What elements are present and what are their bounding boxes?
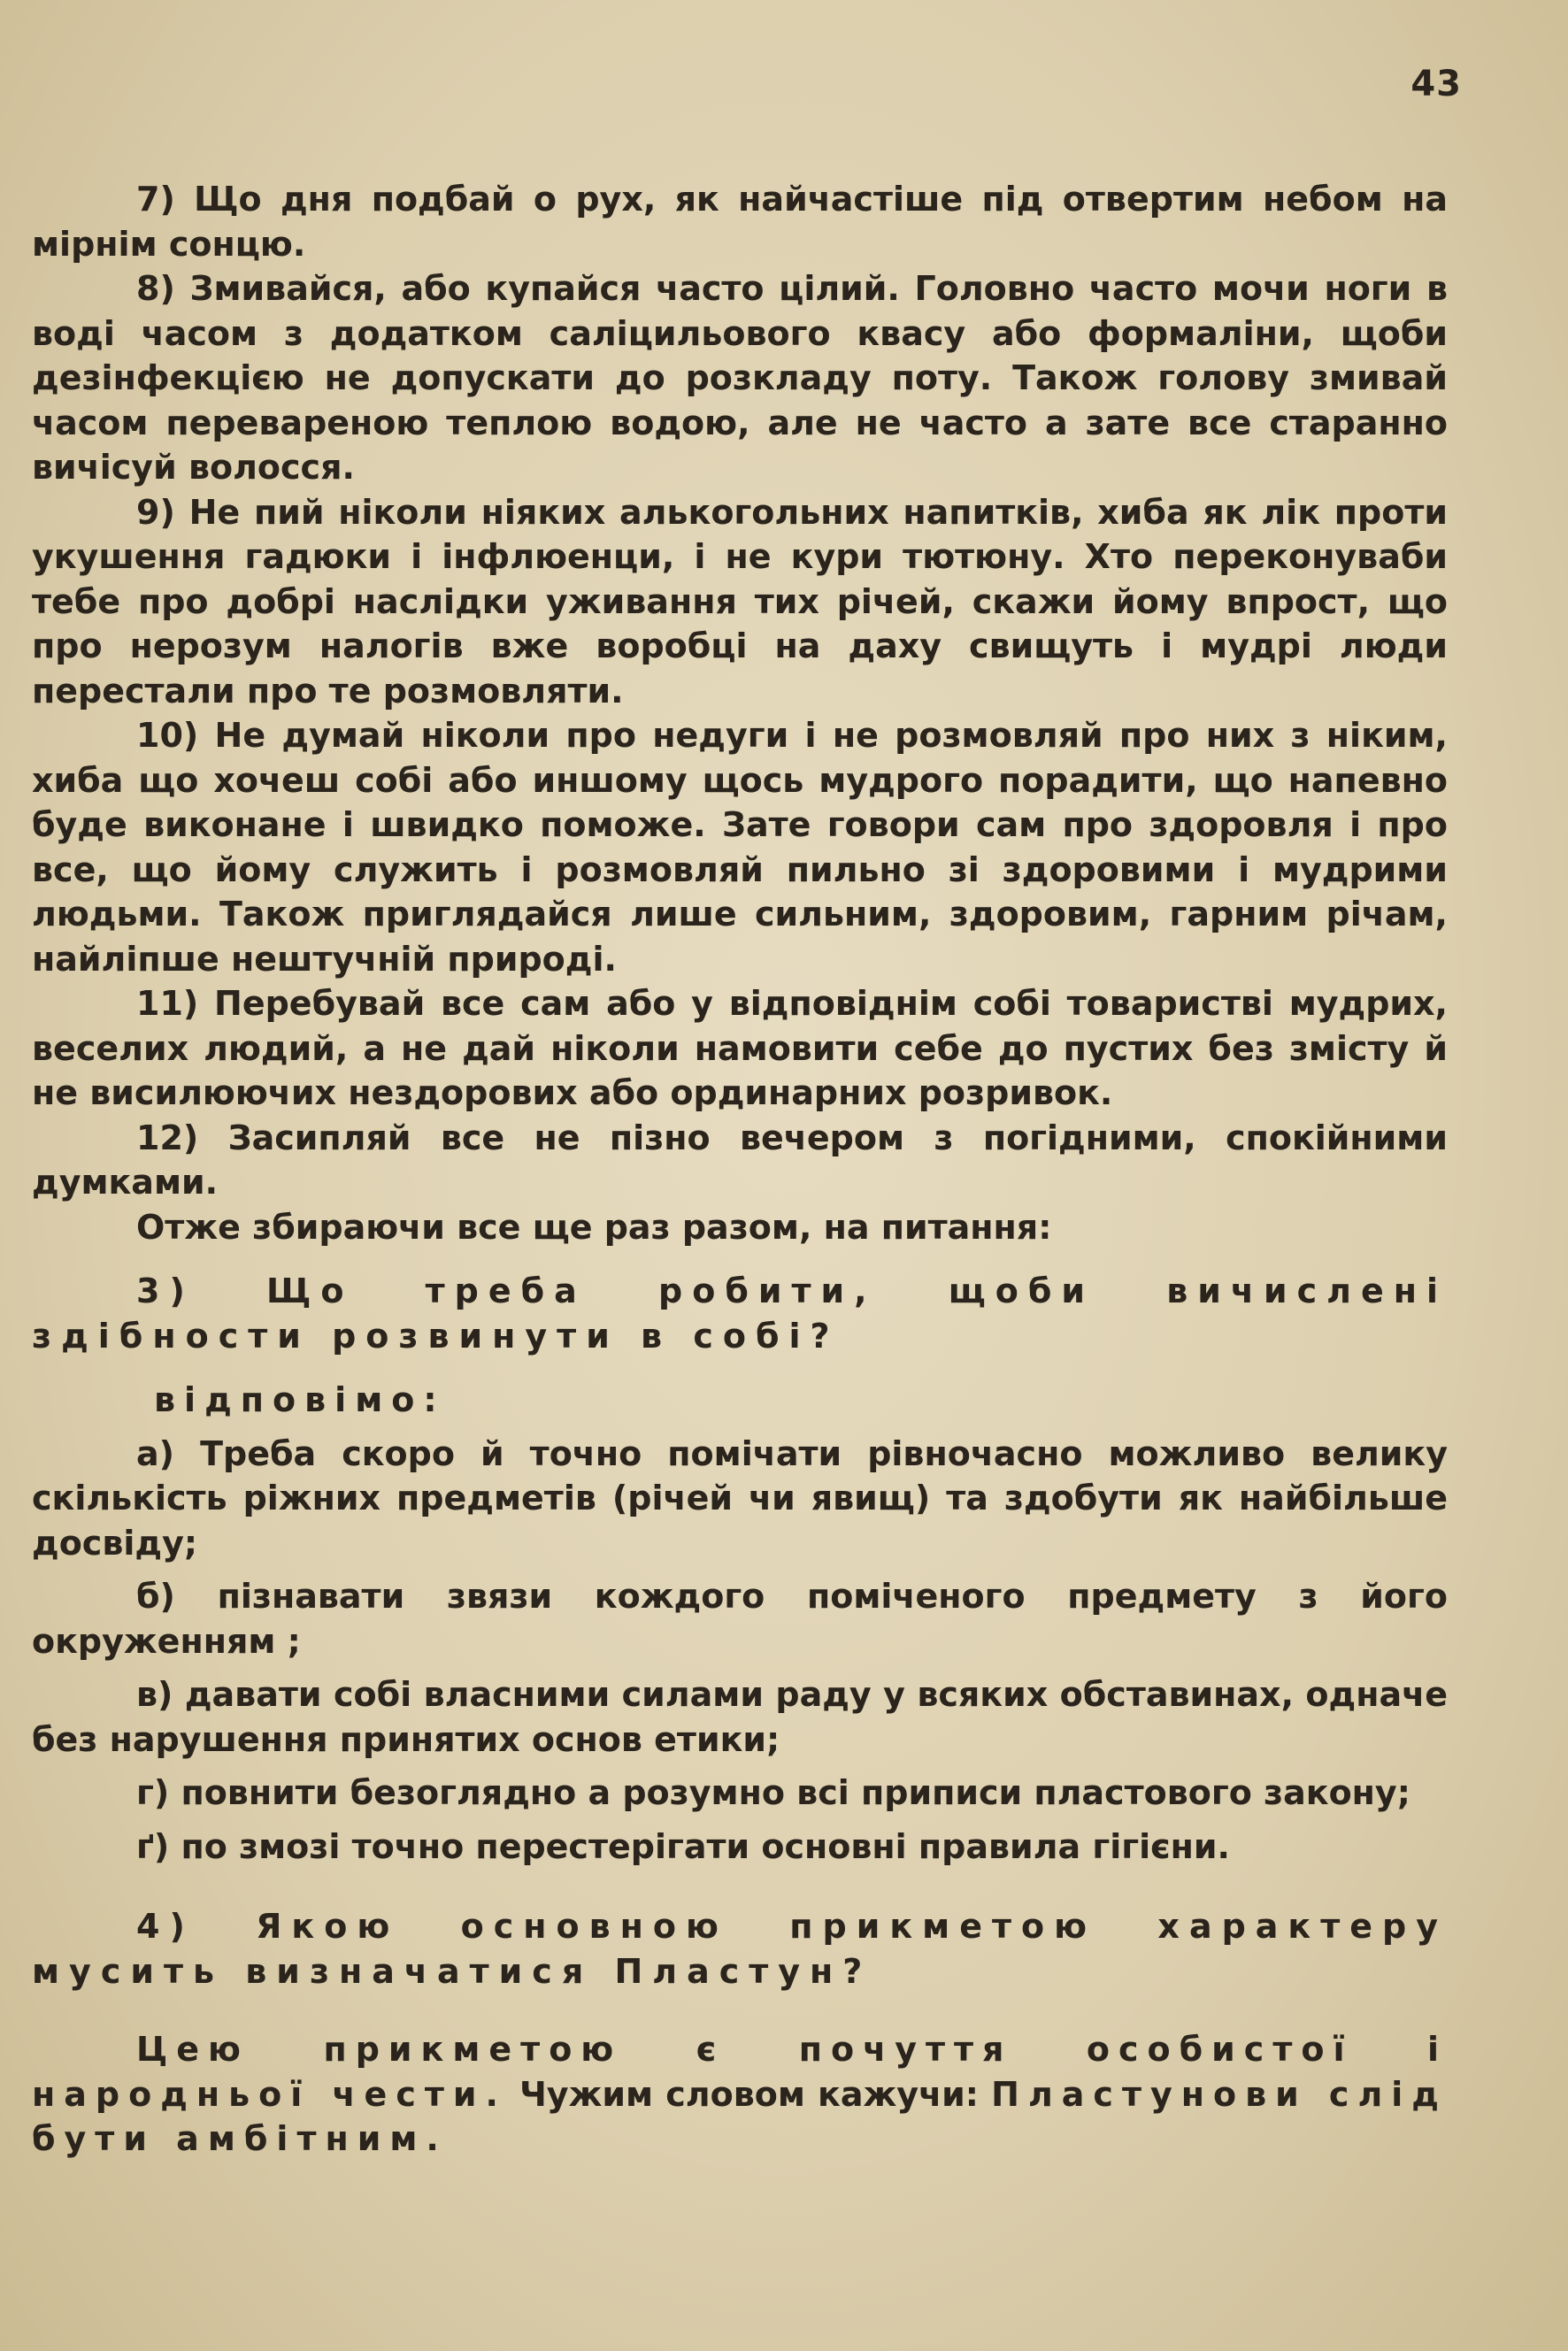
answer-4-part-1: Цею прикметою є почуття особистої і народньої чести. bbox=[32, 2030, 1448, 2114]
question-4: 4) Якою основною прикметою характеру мусить визначатися Пластун? bbox=[32, 1907, 1448, 1991]
paragraph-7: 7) Що дня подбай о рух, як найчастіше під отвертим небом на мірнім сонцю. bbox=[32, 180, 1448, 264]
page-number: 43 bbox=[1410, 64, 1462, 104]
summary-line: Отже збираючи все ще раз разом, на питання: bbox=[136, 1207, 1052, 1247]
paragraph-8: 8) Змивайся, або купайся часто цілий. Головно часто мочи ноги в воді часом з додатком саліцильового квасу або формаліни, щоби дезінфекцією не допускати до розкладу поту. Також голову змивай часом перевареною теплою водою, але не часто а зате все старанно вичісуй волосся. bbox=[32, 269, 1448, 487]
answer-4-part-3: Пластунови слід бути амбітним. bbox=[32, 2074, 1448, 2158]
answer-item-a: а) Треба скоро й точно помічати рівночасно можливо велику скількість ріжних предметів (річей чи явищ) та здобути як найбільше досвіду; bbox=[32, 1433, 1448, 1563]
paragraph-11: 11) Перебувай все сам або у відповіднім собі товаристві мудрих, веселих людий, а не дай ніколи намовити себе до пустих без змісту й не висилюючих нездорових або ординарних розривок. bbox=[32, 984, 1448, 1112]
paragraph-9: 9) Не пий ніколи ніяких алькогольних напитків, хиба як лік проти укушення гадюки і інфлюенци, і не кури тютюну. Хто переконуваби тебе про добрі наслідки уживання тих річей, скажи йому впрост, що про нерозум налогів вже воробці на даху свищуть і мудрі люди перестали про те розмовляти. bbox=[32, 492, 1448, 711]
answer-4 bbox=[32, 2027, 1448, 2162]
paragraph-12: 12) Засипляй все не пізно вечером з погідними, спокійними думками. bbox=[32, 1118, 1448, 1202]
answer-4-part-2: Чужим словом кажучи: bbox=[519, 2074, 979, 2114]
answer-item-v: в) давати собі власними силами раду у всяких обставинах, одначе без нарушення принятих основ етики; bbox=[32, 1675, 1448, 1759]
answer-item-g: ґ) по змозі точно перестерігати основні правила гігієни. bbox=[136, 1826, 1230, 1866]
page-body bbox=[32, 177, 1448, 2162]
answer-item-b: б) пізнавати звязи кождого поміченого предмету з його окруженням ; bbox=[32, 1577, 1448, 1661]
paragraph-10: 10) Не думай ніколи про недуги і не розмовляй про них з ніким, хиба що хочеш собі або иншому щось мудрого порадити, що напевно буде виконане і швидко поможе. Зате говори сам про здоровля і про все, що йому служить і розмовляй пильно зі здоровими і мудрими людьми. Також приглядайся лише сильним, здоровим, гарним річам, найліпше нештучній природі. bbox=[32, 716, 1448, 979]
answer-heading: відповімо: bbox=[154, 1380, 446, 1419]
answer-item-h: г) повнити безоглядно а розумно всі приписи пластового закону; bbox=[136, 1773, 1410, 1812]
question-3: 3) Що треба робити, щоби вичислені здібности розвинути в собі? bbox=[32, 1272, 1448, 1356]
